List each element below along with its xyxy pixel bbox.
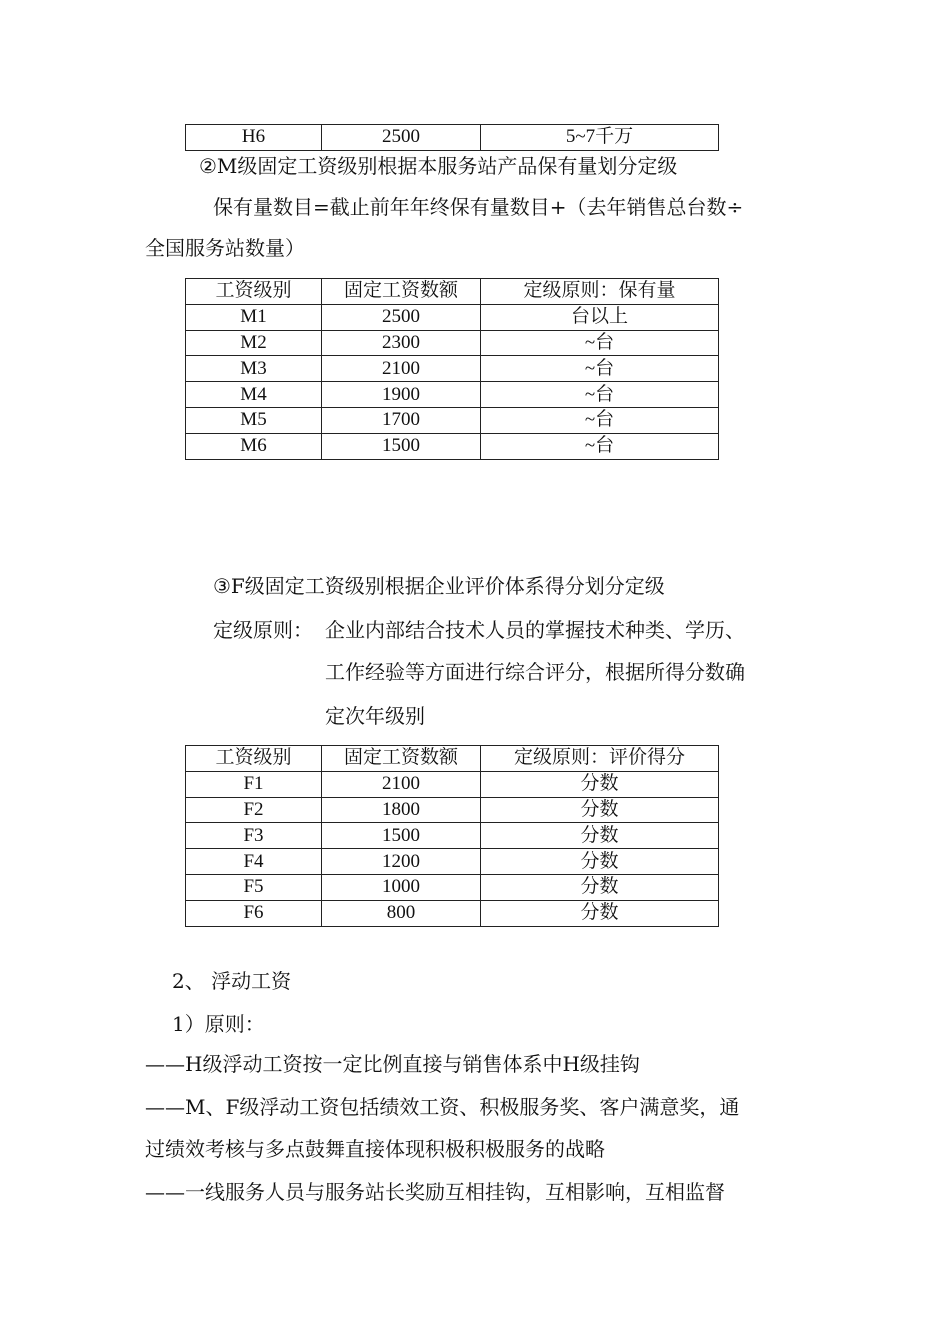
table-row bbox=[186, 330, 719, 356]
header-cell-amount: 固定工资数额 bbox=[322, 279, 481, 305]
f-section-heading: ③F级固定工资级别根据企业评价体系得分划分定级 bbox=[213, 574, 665, 598]
table-row bbox=[186, 900, 719, 926]
header-cell-amount: 固定工资数额 bbox=[322, 746, 481, 772]
level-cell: M4 bbox=[186, 382, 322, 408]
principle-cell: 分数 bbox=[481, 771, 719, 797]
f-level-table bbox=[185, 745, 719, 927]
m-level-table bbox=[185, 278, 719, 460]
f-principle-line-1: 企业内部结合技术人员的掌握技术种类、学历、 bbox=[325, 618, 745, 642]
principle-cell: 分数 bbox=[481, 900, 719, 926]
h-table-body bbox=[186, 125, 719, 151]
level-cell: F3 bbox=[186, 823, 322, 849]
amount-cell: 800 bbox=[322, 900, 481, 926]
amount-cell: 1000 bbox=[322, 874, 481, 900]
rule-line-mf-2: 过绩效考核与多点鼓舞直接体现积极积极服务的战略 bbox=[145, 1137, 605, 1161]
table-row bbox=[186, 849, 719, 875]
level-cell: M3 bbox=[186, 356, 322, 382]
principle-cell: 分数 bbox=[481, 874, 719, 900]
table-row bbox=[186, 382, 719, 408]
amount-cell: 1900 bbox=[322, 382, 481, 408]
principle-cell: 分数 bbox=[481, 797, 719, 823]
principle-cell: ~台 bbox=[481, 407, 719, 433]
principle-cell: 台以上 bbox=[481, 304, 719, 330]
table-header-row bbox=[186, 279, 719, 305]
level-cell: H6 bbox=[186, 125, 322, 151]
amount-cell: 2300 bbox=[322, 330, 481, 356]
header-cell-principle: 定级原则：评价得分 bbox=[481, 746, 719, 772]
m-section-heading: ②M级固定工资级别根据本服务站产品保有量划分定级 bbox=[199, 154, 678, 178]
f-table-body bbox=[186, 771, 719, 926]
amount-cell: 1700 bbox=[322, 407, 481, 433]
level-cell: F5 bbox=[186, 874, 322, 900]
amount-cell: 1200 bbox=[322, 849, 481, 875]
header-cell-level: 工资级别 bbox=[186, 746, 322, 772]
m-formula-line-1: 保有量数目=截止前年年终保有量数目+（去年销售总台数÷ bbox=[213, 195, 744, 219]
h-level-table bbox=[185, 124, 719, 151]
amount-cell: 2500 bbox=[322, 125, 481, 151]
table-row bbox=[186, 356, 719, 382]
table-row bbox=[186, 797, 719, 823]
header-cell-level: 工资级别 bbox=[186, 279, 322, 305]
f-principle-label: 定级原则： bbox=[213, 618, 313, 642]
level-cell: F1 bbox=[186, 771, 322, 797]
rule-line-h: ——H级浮动工资按一定比例直接与销售体系中H级挂钩 bbox=[145, 1052, 640, 1076]
principle-cell: 分数 bbox=[481, 823, 719, 849]
level-cell: M6 bbox=[186, 433, 322, 459]
principle-cell: 5~7千万 bbox=[481, 125, 719, 151]
principle-cell: ~台 bbox=[481, 330, 719, 356]
rule-line-frontline: ——一线服务人员与服务站长奖励互相挂钩，互相影响，互相监督 bbox=[145, 1180, 725, 1204]
table-row bbox=[186, 407, 719, 433]
table-row bbox=[186, 304, 719, 330]
m-formula-line-2: 全国服务站数量） bbox=[145, 236, 305, 260]
amount-cell: 2100 bbox=[322, 771, 481, 797]
amount-cell: 1500 bbox=[322, 433, 481, 459]
level-cell: F2 bbox=[186, 797, 322, 823]
table-row bbox=[186, 125, 719, 151]
table-row bbox=[186, 874, 719, 900]
rule-line-mf-1: ——M、F级浮动工资包括绩效工资、积极服务奖、客户满意奖，通 bbox=[145, 1095, 740, 1119]
f-principle-line-2: 工作经验等方面进行综合评分，根据所得分数确 bbox=[325, 660, 745, 684]
table-row bbox=[186, 823, 719, 849]
amount-cell: 2500 bbox=[322, 304, 481, 330]
principle-cell: ~台 bbox=[481, 356, 719, 382]
table-row bbox=[186, 771, 719, 797]
principle-cell: 分数 bbox=[481, 849, 719, 875]
level-cell: F4 bbox=[186, 849, 322, 875]
principle-cell: ~台 bbox=[481, 382, 719, 408]
table-row bbox=[186, 433, 719, 459]
header-cell-principle: 定级原则：保有量 bbox=[481, 279, 719, 305]
level-cell: M2 bbox=[186, 330, 322, 356]
level-cell: F6 bbox=[186, 900, 322, 926]
table-header-row bbox=[186, 746, 719, 772]
amount-cell: 1800 bbox=[322, 797, 481, 823]
amount-cell: 1500 bbox=[322, 823, 481, 849]
level-cell: M5 bbox=[186, 407, 322, 433]
f-principle-line-3: 定次年级别 bbox=[325, 704, 425, 728]
level-cell: M1 bbox=[186, 304, 322, 330]
principle-cell: ~台 bbox=[481, 433, 719, 459]
floating-wage-heading: 2、 浮动工资 bbox=[172, 969, 292, 993]
amount-cell: 2100 bbox=[322, 356, 481, 382]
principle-subheading: 1）原则： bbox=[172, 1012, 265, 1036]
m-table-body bbox=[186, 304, 719, 459]
